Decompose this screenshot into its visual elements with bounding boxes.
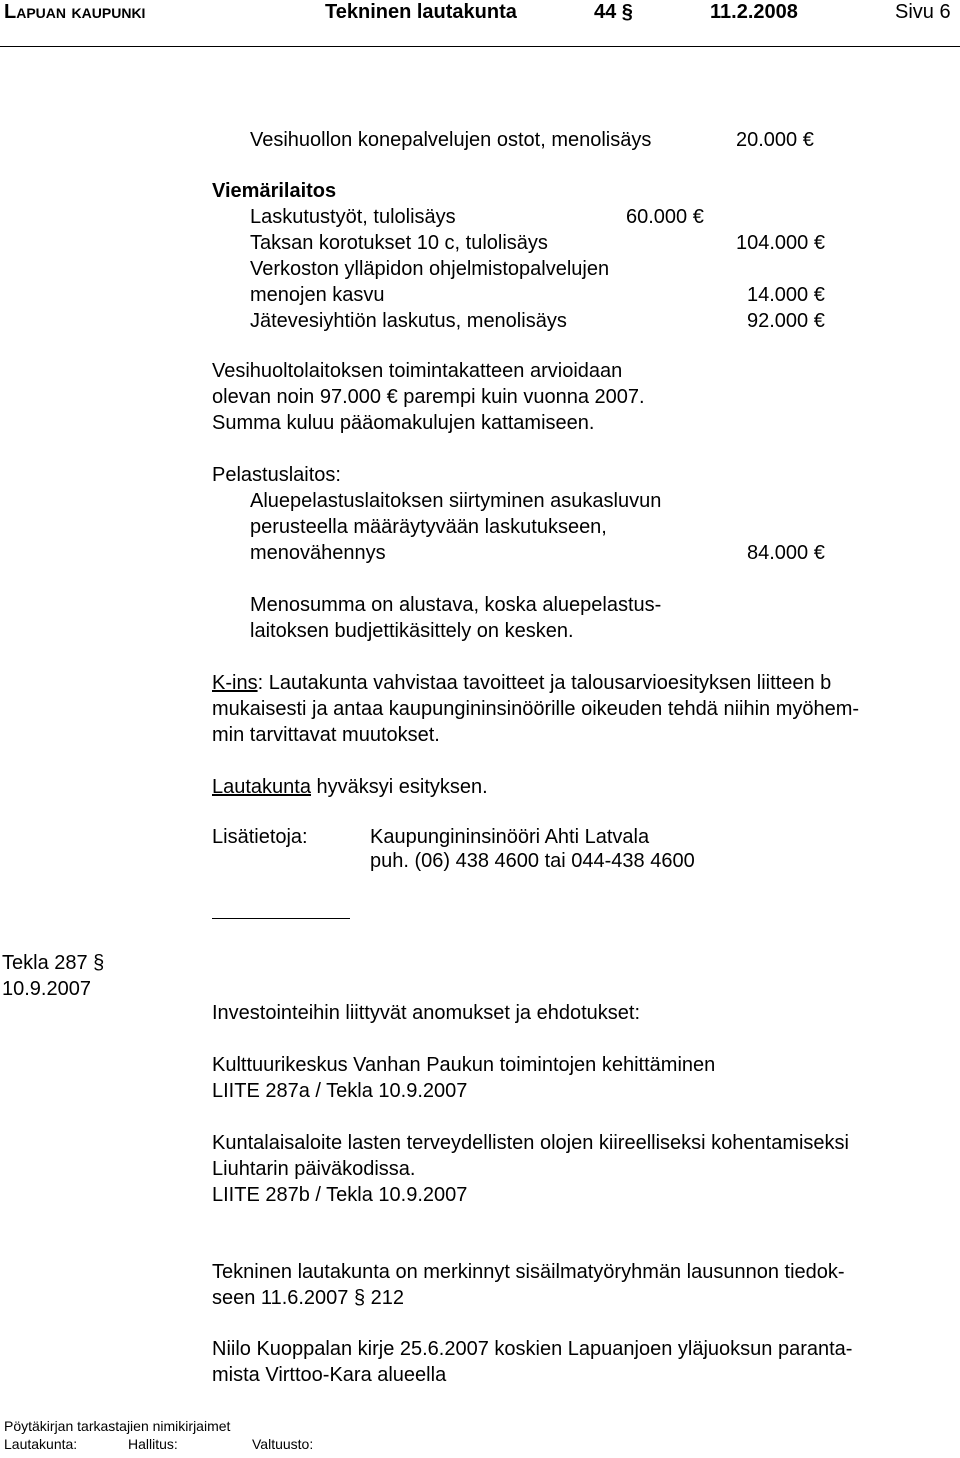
vesihuolto-amount: 20.000 € <box>736 129 814 151</box>
pelastus-text: perusteella määräytyvään laskutukseen, <box>250 516 607 538</box>
item-reference-date: 10.9.2007 <box>2 978 91 1000</box>
viemari-item-label: menojen kasvu <box>250 284 385 306</box>
proposal-text: min tarvittavat muutokset. <box>212 724 440 746</box>
vesihuolto-label: Vesihuollon konepalvelujen ostot, menolisäys <box>250 129 652 151</box>
item-paragraph-line: mista Virttoo-Kara alueella <box>212 1364 447 1386</box>
decision-line <box>212 774 488 800</box>
item-paragraph-line: Tekninen lautakunta on merkinnyt sisäilmatyöryhmän lausunnon tiedok- <box>212 1261 845 1283</box>
page-header <box>0 0 960 24</box>
viemari-heading: Viemärilaitos <box>212 180 337 202</box>
viemari-item-label: Laskutustyöt, tulolisäys <box>250 206 456 228</box>
item-paragraph-line: Kulttuurikeskus Vanhan Paukun toimintojen kehittäminen <box>212 1054 716 1076</box>
pelastus-text: Aluepelastuslaitoksen siirtyminen asukasluvun <box>250 490 662 512</box>
viemari-item-amount: 92.000 € <box>747 310 825 332</box>
footer-lautakunta-label: Lautakunta: <box>4 1436 78 1452</box>
menosumma-text: laitoksen budjettikäsittely on kesken. <box>250 620 574 642</box>
proposal-label: K-ins <box>212 672 258 694</box>
meeting-date: 11.2.2008 <box>710 1 798 23</box>
item-paragraph-line: seen 11.6.2007 § 212 <box>212 1287 405 1309</box>
page-number: Sivu 6 <box>895 1 951 23</box>
footer-hallitus-label: Hallitus: <box>128 1436 178 1452</box>
toimintakate-text: Vesihuoltolaitoksen toimintakatteen arvioidaan <box>212 360 623 382</box>
item-reference: Tekla 287 § <box>2 952 105 974</box>
viemari-item-label: Jätevesiyhtiön laskutus, menolisäys <box>250 310 567 332</box>
menosumma-text: Menosumma on alustava, koska aluepelastus- <box>250 594 662 616</box>
toimintakate-text: olevan noin 97.000 € parempi kuin vuonna 2007. <box>212 386 645 408</box>
footer-valtuusto-label: Valtuusto: <box>252 1436 314 1452</box>
org-name: Lapuan kaupunki <box>4 1 146 23</box>
viemari-item-amount: 60.000 € <box>626 206 704 228</box>
proposal-text: mukaisesti ja antaa kaupungininsinöörille oikeuden tehdä niihin myöhem- <box>212 698 860 720</box>
section-separator <box>212 918 350 919</box>
proposal-text: : Lautakunta vahvistaa tavoitteet ja talousarvioesityksen liitteen b <box>257 672 832 694</box>
footer-signature-row <box>4 1436 313 1453</box>
pelastus-amount: 84.000 € <box>747 542 825 564</box>
viemari-item-amount: 14.000 € <box>747 284 825 306</box>
viemari-item-label: Verkoston ylläpidon ohjelmistopalvelujen <box>250 258 610 280</box>
item-paragraph-line: LIITE 287b / Tekla 10.9.2007 <box>212 1184 468 1206</box>
proposal-line <box>212 670 831 696</box>
section-number: 44 § <box>594 1 633 23</box>
decision-label: Lautakunta <box>212 776 311 798</box>
item-heading: Investointeihin liittyvät anomukset ja ehdotukset: <box>212 1002 641 1024</box>
pelastus-heading: Pelastuslaitos: <box>212 464 341 486</box>
item-paragraph-line: Kuntalaisaloite lasten terveydellisten olojen kiireelliseksi kohentamiseksi <box>212 1132 849 1154</box>
item-paragraph-line: Liuhtarin päiväkodissa. <box>212 1158 416 1180</box>
viemari-item-label: Taksan korotukset 10 c, tulolisäys <box>250 232 548 254</box>
contact-label: Lisätietoja: <box>212 826 308 848</box>
committee-name: Tekninen lautakunta <box>325 1 517 23</box>
toimintakate-text: Summa kuluu pääomakulujen kattamiseen. <box>212 412 595 434</box>
header-rule <box>0 46 960 47</box>
item-paragraph-line: LIITE 287a / Tekla 10.9.2007 <box>212 1080 468 1102</box>
viemari-item-amount: 104.000 € <box>736 232 825 254</box>
decision-text: hyväksyi esityksen. <box>310 776 488 798</box>
item-paragraph-line: Niilo Kuoppalan kirje 25.6.2007 koskien Lapuanjoen yläjuoksun paranta- <box>212 1338 853 1360</box>
footer-initials-label: Pöytäkirjan tarkastajien nimikirjaimet <box>4 1418 231 1434</box>
pelastus-text: menovähennys <box>250 542 386 564</box>
contact-phone: puh. (06) 438 4600 tai 044-438 4600 <box>370 850 695 872</box>
contact-name: Kaupungininsinööri Ahti Latvala <box>370 826 650 848</box>
